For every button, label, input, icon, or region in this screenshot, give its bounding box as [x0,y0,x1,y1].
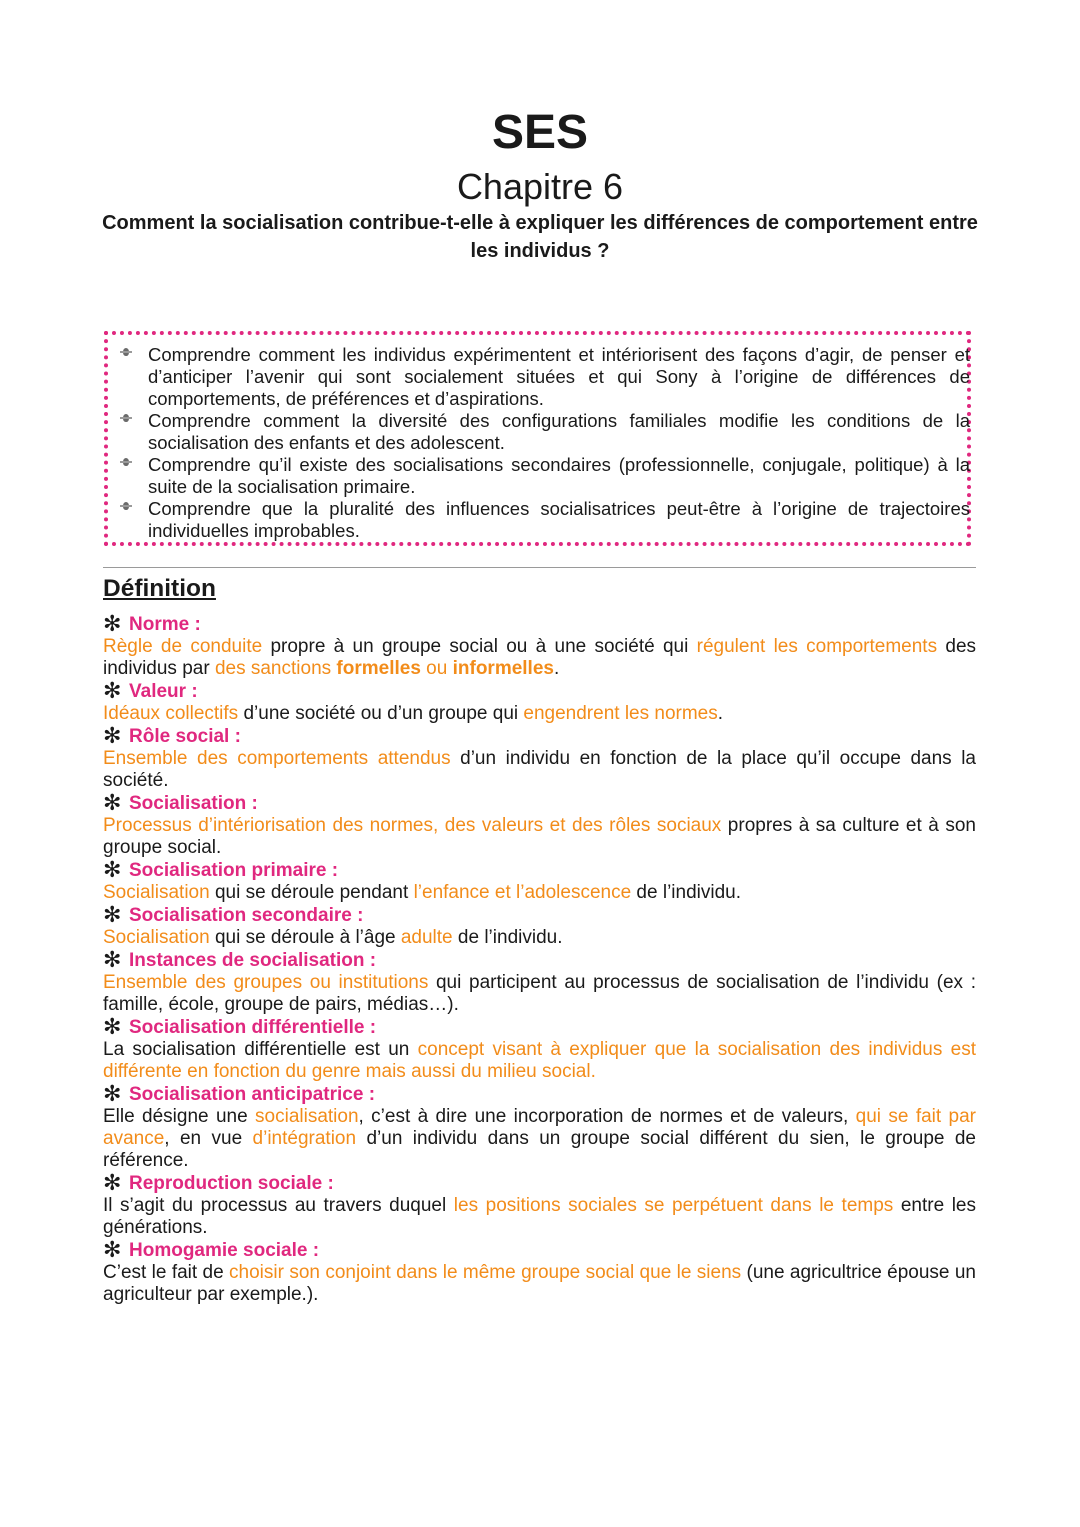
objective-item: Comprendre comment les individus expérimentent et intériorisent des façons d’agir, de penser et d’anticiper l’avenir qui sont socialement situées et qui Sony à l’origine de différences de comportements, de préférences et d’aspirations. [148,344,970,410]
definition-text: Elle désigne une socialisation, c’est à dire une incorporation de normes et de valeurs, qui se fait par avance, en vue d’intégration d’un individu dans un groupe social différent du sien, le groupe de référence. [103,1106,976,1171]
asterisk-icon: ✻ [103,1014,122,1039]
pin-bullet-icon [120,348,132,362]
definition-term: ✻ Instances de socialisation : [103,947,377,972]
asterisk-icon: ✻ [103,902,122,927]
definitions-list [103,613,976,1306]
objectives-list [148,344,970,542]
asterisk-icon: ✻ [103,611,122,636]
asterisk-icon: ✻ [103,1170,122,1195]
definition-term: ✻ Socialisation secondaire : [103,902,364,927]
definition-text: Ensemble des comportements attendus d’un individu en fonction de la place qu’il occupe dans la société. [103,748,977,791]
asterisk-icon: ✻ [103,857,122,882]
page-title: SES [491,106,589,159]
definition-term: ✻ Rôle social : [103,723,241,748]
definition-text: Processus d’intériorisation des normes, des valeurs et des rôles sociaux propres à sa culture et à son groupe social. [103,815,976,858]
definition-text: La socialisation différentielle est un concept visant à expliquer que la socialisation des individus est différente en fonction du genre mais aussi du milieu social. [103,1039,976,1082]
asterisk-icon: ✻ [103,947,122,972]
pin-bullet-icon [120,458,132,472]
section-title: Définition [103,575,216,602]
definition-text: Socialisation qui se déroule pendant l’enfance et l’adolescence de l’individu. [103,882,741,903]
chapter-title: Chapitre 6 [456,166,624,207]
definition-term: ✻ Socialisation différentielle : [103,1014,377,1039]
asterisk-icon: ✻ [103,1081,122,1106]
definition-text: Il s’agit du processus au travers duquel les positions sociales se perpétuent dans le temps entre les générations. [103,1195,976,1238]
divider [103,567,976,568]
definition-text: Socialisation qui se déroule à l’âge adulte de l’individu. [103,927,563,948]
definition-term: ✻ Socialisation anticipatrice : [103,1081,376,1106]
definition-text: Idéaux collectifs d’une société ou d’un groupe qui engendrent les normes. [103,703,724,724]
definition-term: ✻ Homogamie sociale : [103,1237,320,1262]
pin-bullet-icon [120,502,132,516]
pin-bullet-icon [120,414,132,428]
definition-term: ✻ Valeur : [103,678,198,703]
asterisk-icon: ✻ [103,1237,122,1262]
definition-term: ✻ Reproduction sociale : [103,1170,334,1195]
definition-term: ✻ Socialisation : [103,790,258,815]
asterisk-icon: ✻ [103,723,122,748]
definition-term: ✻ Socialisation primaire : [103,857,339,882]
asterisk-icon: ✻ [103,790,122,815]
objective-item: Comprendre que la pluralité des influences socialisatrices peut-être à l’origine de trajectoires individuelles improbables. [148,498,970,542]
definition-text: Ensemble des groupes ou institutions qui participent au processus de socialisation de l’individu (ex : famille, école, groupe de pairs, médias…). [103,972,976,1015]
definition-text: Règle de conduite propre à un groupe social ou à une société qui régulent les comportements des individus par des sanctions formelles ou informelles. [103,636,977,679]
objective-item: Comprendre comment la diversité des configurations familiales modifie les conditions de la socialisation des enfants et des adolescent. [148,410,970,454]
chapter-question: Comment la socialisation contribue-t-elle à expliquer les différences de comportement entre les individus ? [102,212,978,262]
objectives-box [104,331,971,546]
objective-item: Comprendre qu’il existe des socialisations secondaires (professionnelle, conjugale, politique) à la suite de la socialisation primaire. [148,454,970,498]
definition-text: C’est le fait de choisir son conjoint dans le même groupe social que le siens (une agricultrice épouse un agriculteur par exemple.). [103,1262,976,1305]
asterisk-icon: ✻ [103,678,122,703]
definition-term: ✻ Norme : [103,611,201,636]
